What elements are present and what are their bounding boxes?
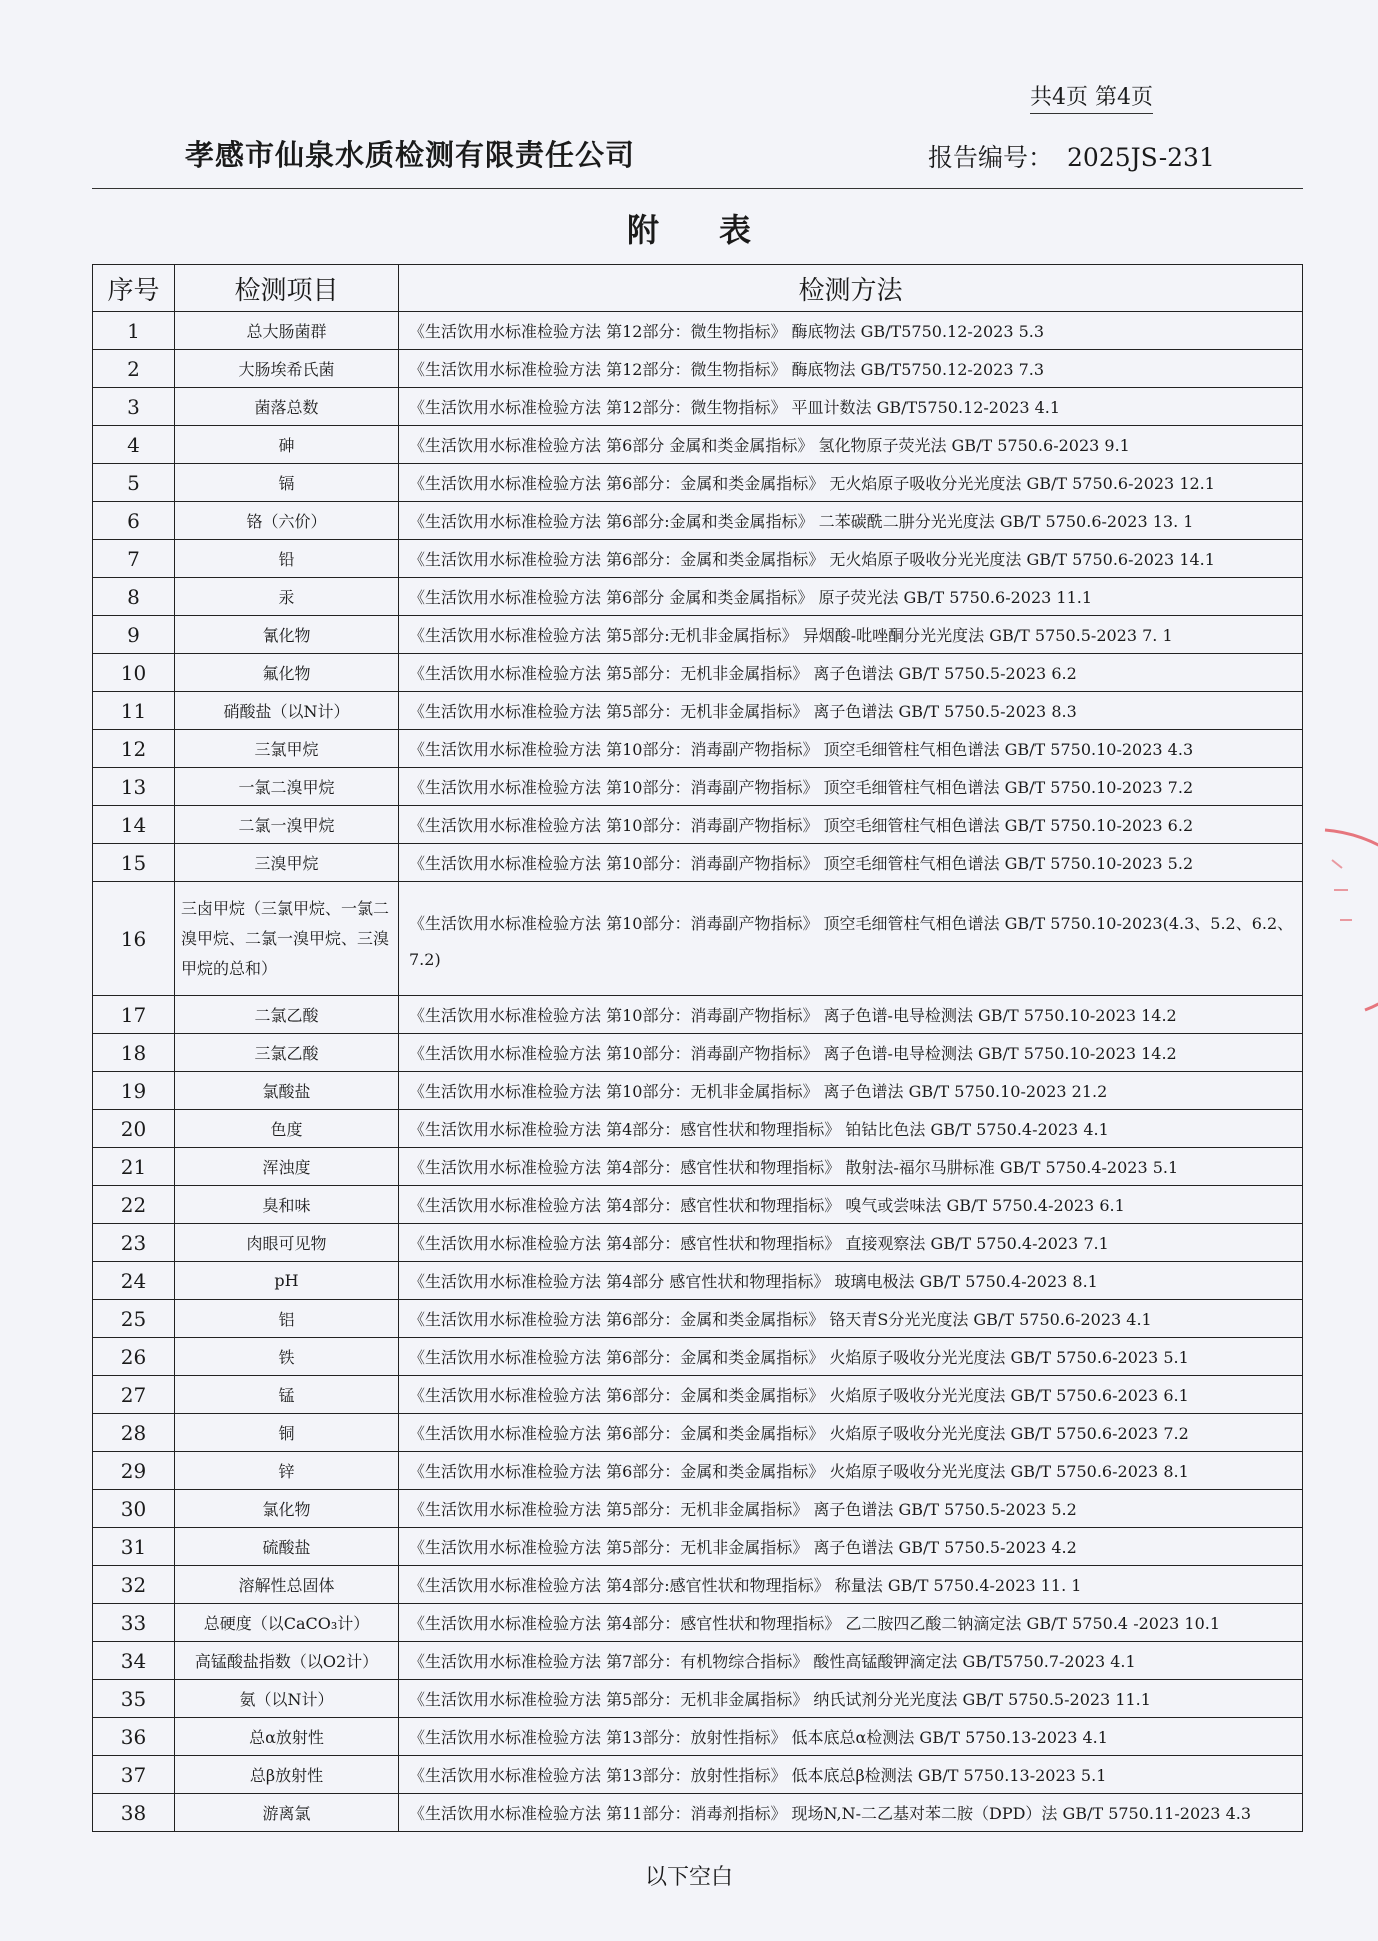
test-method: 《生活饮用水标准检验方法 第10部分：消毒副产物指标》 顶空毛细管柱气相色谱法 GB/T 5750.10-2023(4.3、5.2、6.2、7.2) [399,882,1303,996]
table-header [93,265,1303,312]
table-row [93,1262,1303,1300]
test-method: 《生活饮用水标准检验方法 第6部分 金属和类金属指标》 氢化物原子荧光法 GB/T 5750.6-2023 9.1 [399,426,1303,464]
test-method: 《生活饮用水标准检验方法 第4部分：感官性状和物理指标》 铂钴比色法 GB/T 5750.4-2023 4.1 [399,1110,1303,1148]
test-method: 《生活饮用水标准检验方法 第10部分：无机非金属指标》 离子色谱法 GB/T 5750.10-2023 21.2 [399,1072,1303,1110]
test-method: 《生活饮用水标准检验方法 第6部分：金属和类金属指标》 火焰原子吸收分光光度法 GB/T 5750.6-2023 6.1 [399,1376,1303,1414]
test-method: 《生活饮用水标准检验方法 第5部分：无机非金属指标》 离子色谱法 GB/T 5750.5-2023 5.2 [399,1490,1303,1528]
test-item: 砷 [175,426,399,464]
row-number: 16 [93,882,175,996]
table-row [93,502,1303,540]
table-row [93,1186,1303,1224]
test-method: 《生活饮用水标准检验方法 第4部分：感官性状和物理指标》 嗅气或尝味法 GB/T 5750.4-2023 6.1 [399,1186,1303,1224]
test-item: pH [175,1262,399,1300]
test-method: 《生活饮用水标准检验方法 第4部分:感官性状和物理指标》 称量法 GB/T 5750.4-2023 11. 1 [399,1566,1303,1604]
test-item: 三氯甲烷 [175,730,399,768]
test-item: 二氯乙酸 [175,996,399,1034]
table-row [93,844,1303,882]
table-row [93,1680,1303,1718]
row-number: 36 [93,1718,175,1756]
test-item: 镉 [175,464,399,502]
test-item: 氰化物 [175,616,399,654]
test-item: 氯化物 [175,1490,399,1528]
test-item: 臭和味 [175,1186,399,1224]
row-number: 38 [93,1794,175,1832]
table-row [93,464,1303,502]
test-item: 铝 [175,1300,399,1338]
table-row [93,692,1303,730]
table-row [93,1452,1303,1490]
table-row [93,350,1303,388]
row-number: 15 [93,844,175,882]
test-method: 《生活饮用水标准检验方法 第10部分：消毒副产物指标》 顶空毛细管柱气相色谱法 GB/T 5750.10-2023 5.2 [399,844,1303,882]
test-item: 氨（以N计） [175,1680,399,1718]
row-number: 32 [93,1566,175,1604]
table-row [93,1528,1303,1566]
test-method: 《生活饮用水标准检验方法 第5部分：无机非金属指标》 离子色谱法 GB/T 5750.5-2023 4.2 [399,1528,1303,1566]
test-method: 《生活饮用水标准检验方法 第10部分：消毒副产物指标》 离子色谱-电导检测法 GB/T 5750.10-2023 14.2 [399,1034,1303,1072]
row-number: 19 [93,1072,175,1110]
row-number: 17 [93,996,175,1034]
test-method: 《生活饮用水标准检验方法 第7部分：有机物综合指标》 酸性高锰酸钾滴定法 GB/T5750.7-2023 4.1 [399,1642,1303,1680]
row-number: 31 [93,1528,175,1566]
row-number: 11 [93,692,175,730]
row-number: 18 [93,1034,175,1072]
test-method: 《生活饮用水标准检验方法 第5部分：无机非金属指标》 离子色谱法 GB/T 5750.5-2023 8.3 [399,692,1303,730]
table-row [93,1414,1303,1452]
test-item: 硫酸盐 [175,1528,399,1566]
company-name: 孝感市仙泉水质检测有限责任公司 [185,138,636,172]
test-item: 铜 [175,1414,399,1452]
test-item: 氯酸盐 [175,1072,399,1110]
test-method: 《生活饮用水标准检验方法 第13部分：放射性指标》 低本底总β检测法 GB/T 5750.13-2023 5.1 [399,1756,1303,1794]
test-item: 总β放射性 [175,1756,399,1794]
test-item: 总硬度（以CaCO₃计） [175,1604,399,1642]
table-row [93,1034,1303,1072]
test-method: 《生活饮用水标准检验方法 第11部分：消毒剂指标》 现场N,N-二乙基对苯二胺（DPD）法 GB/T 5750.11-2023 4.3 [399,1794,1303,1832]
table-row [93,806,1303,844]
table-row [93,388,1303,426]
test-method: 《生活饮用水标准检验方法 第6部分：金属和类金属指标》 无火焰原子吸收分光光度法 GB/T 5750.6-2023 12.1 [399,464,1303,502]
row-number: 28 [93,1414,175,1452]
test-item: 铁 [175,1338,399,1376]
row-number: 13 [93,768,175,806]
header-divider [92,188,1303,189]
row-number: 35 [93,1680,175,1718]
test-item: 总大肠菌群 [175,312,399,350]
page-info: 共4页 第4页 [1030,80,1153,114]
report-number-label: 报告编号： [928,143,1054,172]
methods-table [92,264,1303,1832]
test-item: 高锰酸盐指数（以O2计） [175,1642,399,1680]
row-number: 9 [93,616,175,654]
test-item: 二氯一溴甲烷 [175,806,399,844]
table-row [93,1718,1303,1756]
row-number: 2 [93,350,175,388]
column-header-no: 序号 [93,265,175,312]
row-number: 6 [93,502,175,540]
row-number: 3 [93,388,175,426]
row-number: 26 [93,1338,175,1376]
test-item: 溶解性总固体 [175,1566,399,1604]
row-number: 25 [93,1300,175,1338]
test-item: 硝酸盐（以N计） [175,692,399,730]
table-row [93,1642,1303,1680]
test-method: 《生活饮用水标准检验方法 第10部分：消毒副产物指标》 顶空毛细管柱气相色谱法 GB/T 5750.10-2023 4.3 [399,730,1303,768]
blank-note: 以下空白 [644,1865,733,1890]
row-number: 7 [93,540,175,578]
test-method: 《生活饮用水标准检验方法 第4部分：感官性状和物理指标》 乙二胺四乙酸二钠滴定法 GB/T 5750.4 -2023 10.1 [399,1604,1303,1642]
test-method: 《生活饮用水标准检验方法 第5部分:无机非金属指标》 异烟酸-吡唑酮分光光度法 GB/T 5750.5-2023 7. 1 [399,616,1303,654]
test-method: 《生活饮用水标准检验方法 第12部分：微生物指标》 酶底物法 GB/T5750.12-2023 7.3 [399,350,1303,388]
report-number-value: 2025JS-231 [1067,143,1215,172]
table-row [93,654,1303,692]
row-number: 33 [93,1604,175,1642]
test-method: 《生活饮用水标准检验方法 第6部分：金属和类金属指标》 火焰原子吸收分光光度法 GB/T 5750.6-2023 7.2 [399,1414,1303,1452]
red-stamp-partial [1320,820,1378,1020]
test-method: 《生活饮用水标准检验方法 第5部分：无机非金属指标》 纳氏试剂分光光度法 GB/T 5750.5-2023 11.1 [399,1680,1303,1718]
table-row [93,1794,1303,1832]
row-number: 27 [93,1376,175,1414]
table-row [93,1376,1303,1414]
test-method: 《生活饮用水标准检验方法 第6部分：金属和类金属指标》 火焰原子吸收分光光度法 GB/T 5750.6-2023 5.1 [399,1338,1303,1376]
table-row [93,1604,1303,1642]
test-method: 《生活饮用水标准检验方法 第6部分：金属和类金属指标》 铬天青S分光光度法 GB/T 5750.6-2023 4.1 [399,1300,1303,1338]
column-header-item: 检测项目 [175,265,399,312]
row-number: 12 [93,730,175,768]
table-row [93,578,1303,616]
report-number [928,138,1215,174]
test-item: 汞 [175,578,399,616]
row-number: 10 [93,654,175,692]
test-method: 《生活饮用水标准检验方法 第10部分：消毒副产物指标》 顶空毛细管柱气相色谱法 GB/T 5750.10-2023 7.2 [399,768,1303,806]
table-row [93,1072,1303,1110]
row-number: 23 [93,1224,175,1262]
row-number: 1 [93,312,175,350]
row-number: 37 [93,1756,175,1794]
row-number: 4 [93,426,175,464]
table-row [93,882,1303,996]
table-row [93,1224,1303,1262]
test-method: 《生活饮用水标准检验方法 第12部分：微生物指标》 平皿计数法 GB/T5750.12-2023 4.1 [399,388,1303,426]
table-row [93,1110,1303,1148]
table-row [93,426,1303,464]
row-number: 22 [93,1186,175,1224]
table-row [93,768,1303,806]
test-method: 《生活饮用水标准检验方法 第4部分：感官性状和物理指标》 散射法-福尔马肼标准 GB/T 5750.4-2023 5.1 [399,1148,1303,1186]
test-item: 肉眼可见物 [175,1224,399,1262]
test-method: 《生活饮用水标准检验方法 第10部分：消毒副产物指标》 离子色谱-电导检测法 GB/T 5750.10-2023 14.2 [399,996,1303,1034]
row-number: 29 [93,1452,175,1490]
test-item: 铬（六价） [175,502,399,540]
test-method: 《生活饮用水标准检验方法 第4部分 感官性状和物理指标》 玻璃电极法 GB/T 5750.4-2023 8.1 [399,1262,1303,1300]
row-number: 34 [93,1642,175,1680]
table-row [93,730,1303,768]
test-item: 总α放射性 [175,1718,399,1756]
test-item: 锌 [175,1452,399,1490]
page-title: 附表 [626,211,811,249]
column-header-method: 检测方法 [399,265,1303,312]
test-item: 一氯二溴甲烷 [175,768,399,806]
test-item: 菌落总数 [175,388,399,426]
test-method: 《生活饮用水标准检验方法 第13部分：放射性指标》 低本底总α检测法 GB/T 5750.13-2023 4.1 [399,1718,1303,1756]
row-number: 8 [93,578,175,616]
table-row [93,616,1303,654]
test-item: 氟化物 [175,654,399,692]
table-row [93,1490,1303,1528]
test-item: 铅 [175,540,399,578]
test-item: 大肠埃希氏菌 [175,350,399,388]
test-method: 《生活饮用水标准检验方法 第10部分：消毒副产物指标》 顶空毛细管柱气相色谱法 GB/T 5750.10-2023 6.2 [399,806,1303,844]
table-row [93,312,1303,350]
table-row [93,1338,1303,1376]
test-item: 三溴甲烷 [175,844,399,882]
test-item: 色度 [175,1110,399,1148]
row-number: 24 [93,1262,175,1300]
table-row [93,1148,1303,1186]
test-method: 《生活饮用水标准检验方法 第12部分：微生物指标》 酶底物法 GB/T5750.12-2023 5.3 [399,312,1303,350]
test-method: 《生活饮用水标准检验方法 第6部分:金属和类金属指标》 二苯碳酰二肼分光光度法 GB/T 5750.6-2023 13. 1 [399,502,1303,540]
table-row [93,1566,1303,1604]
test-item: 三氯乙酸 [175,1034,399,1072]
test-method: 《生活饮用水标准检验方法 第4部分：感官性状和物理指标》 直接观察法 GB/T 5750.4-2023 7.1 [399,1224,1303,1262]
table-row [93,996,1303,1034]
row-number: 30 [93,1490,175,1528]
row-number: 20 [93,1110,175,1148]
test-item: 三卤甲烷（三氯甲烷、一氯二溴甲烷、二氯一溴甲烷、三溴甲烷的总和） [175,882,399,996]
test-method: 《生活饮用水标准检验方法 第5部分：无机非金属指标》 离子色谱法 GB/T 5750.5-2023 6.2 [399,654,1303,692]
test-item: 游离氯 [175,1794,399,1832]
test-method: 《生活饮用水标准检验方法 第6部分：金属和类金属指标》 无火焰原子吸收分光光度法 GB/T 5750.6-2023 14.1 [399,540,1303,578]
test-method: 《生活饮用水标准检验方法 第6部分：金属和类金属指标》 火焰原子吸收分光光度法 GB/T 5750.6-2023 8.1 [399,1452,1303,1490]
row-number: 21 [93,1148,175,1186]
row-number: 14 [93,806,175,844]
row-number: 5 [93,464,175,502]
test-item: 锰 [175,1376,399,1414]
table-row [93,1300,1303,1338]
table-row [93,1756,1303,1794]
test-item: 浑浊度 [175,1148,399,1186]
table-row [93,540,1303,578]
test-method: 《生活饮用水标准检验方法 第6部分 金属和类金属指标》 原子荧光法 GB/T 5750.6-2023 11.1 [399,578,1303,616]
